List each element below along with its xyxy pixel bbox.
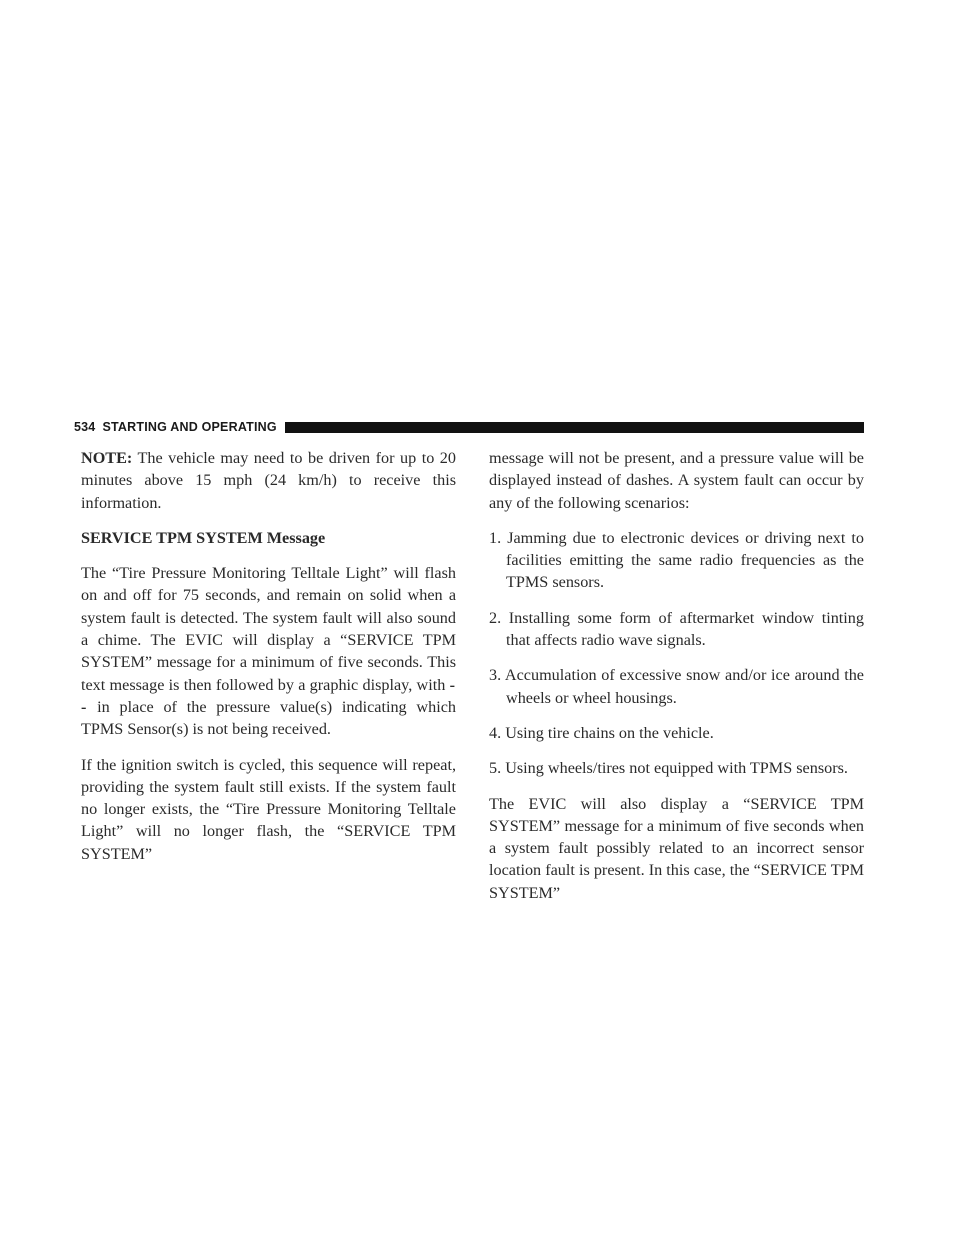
right-column: [489, 447, 864, 917]
page-header: [74, 415, 864, 439]
list-item: 2. Installing some form of aftermarket window tinting that affects radio wave signals.: [489, 608, 864, 650]
note-paragraph: [81, 447, 456, 514]
header-rule: [285, 422, 864, 433]
dashes-symbol: - -: [81, 675, 456, 716]
left-column: [81, 447, 456, 878]
body-paragraph: If the ignition switch is cycled, this sequence will repeat, providing the system fault still exists. If the system fault no longer exists, the “Tire Pressure Monitoring Telltale Light” will no longer flash, the “SERVICE TPM SYSTEM”: [81, 755, 456, 863]
note-label: NOTE:: [81, 449, 133, 467]
paragraph-text: in place of the pressure value(s) indicating which TPMS Sensor(s) is not being received.: [81, 697, 456, 739]
body-paragraph: [81, 562, 456, 740]
section-heading: SERVICE TPM SYSTEM Message: [81, 528, 326, 547]
paragraph-text: The “Tire Pressure Monitoring Telltale Light” will flash on and off for 75 seconds, and remain on solid when a system fault is detected. The system fault will also sound a chime. The EVIC will display a “SERVICE TPM SYSTEM” message for a minimum of five seconds. This text message is then followed by a graphic display, with: [81, 564, 456, 694]
list-item: 1. Jamming due to electronic devices or driving next to facilities emitting the same radio frequencies as the TPMS sensors.: [489, 528, 864, 592]
list-item: 5. Using wheels/tires not equipped with TPMS sensors.: [489, 759, 848, 778]
note-text: The vehicle may need to be driven for up to 20 minutes above 15 mph (24 km/h) to receive this information.: [81, 449, 456, 512]
list-item: 4. Using tire chains on the vehicle.: [489, 723, 714, 742]
list-item: 3. Accumulation of excessive snow and/or ice around the wheels or wheel housings.: [489, 666, 864, 707]
section-title: STARTING AND OPERATING: [102, 420, 277, 434]
body-paragraph: The EVIC will also display a “SERVICE TPM SYSTEM” message for a minimum of five seconds when a system fault possibly related to an incorrect sensor location fault is present. In this case, the “SERVICE TPM SYSTEM”: [489, 794, 864, 902]
body-paragraph: message will not be present, and a pressure value will be displayed instead of dashes. A system fault can occur by any of the following scenarios:: [489, 449, 864, 512]
page-number: 534: [74, 420, 96, 434]
